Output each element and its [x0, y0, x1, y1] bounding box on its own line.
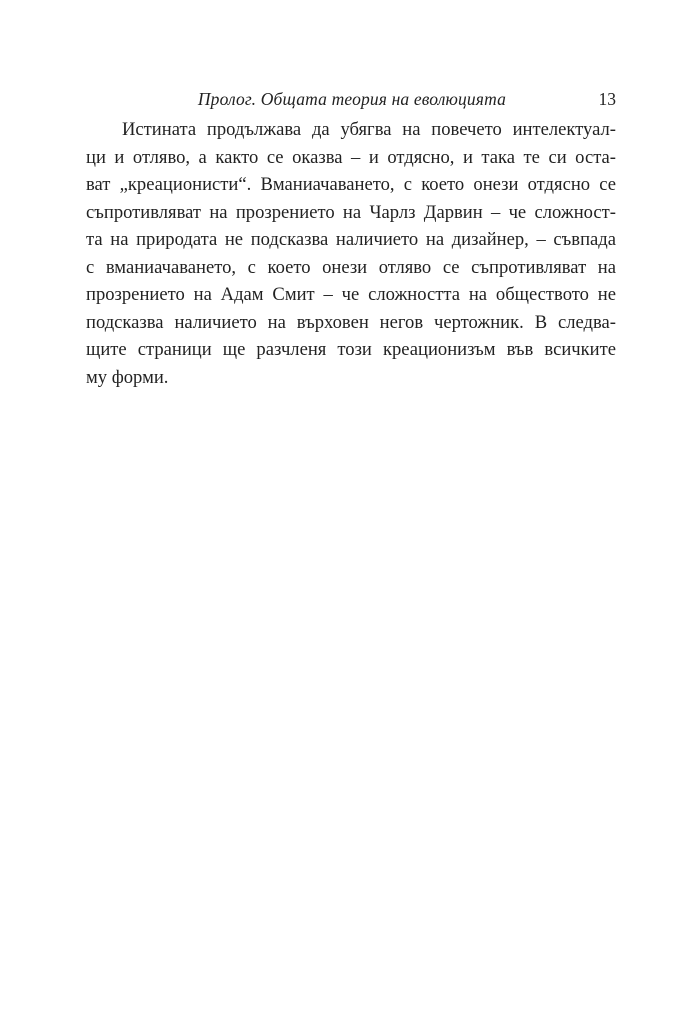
paragraph-line: подсказва наличието на върховен негов чертожник. В следва-: [86, 311, 616, 333]
paragraph-line: съпротивляват на прозрението на Чарлз Дарвин – че сложност-: [86, 201, 616, 223]
body-paragraph: [86, 116, 616, 391]
paragraph-line: Истината продължава да убягва на повечето интелектуал-: [122, 119, 616, 140]
paragraph-line: ци и отляво, а както се оказва – и отдясно, и така те си оста-: [86, 146, 616, 168]
paragraph-line: му форми.: [86, 366, 169, 388]
running-title: Пролог. Общата теория на еволюцията: [197, 89, 506, 109]
running-head: [86, 86, 616, 112]
paragraph-line: прозрението на Адам Смит – че сложността на обществото не: [86, 284, 616, 305]
paragraph-line: с вманиачаването, с което онези отляво се съпротивляват на: [86, 256, 616, 278]
paragraph-line: щите страници ще разчленя този креационизъм във всичките: [86, 339, 616, 360]
paragraph-line: ват „креационисти“. Вманиачаването, с което онези отдясно се: [86, 174, 616, 195]
page-number: 13: [598, 89, 616, 109]
paragraph-line: та на природата не подсказва наличието на дизайнер, – съвпада: [86, 229, 616, 250]
